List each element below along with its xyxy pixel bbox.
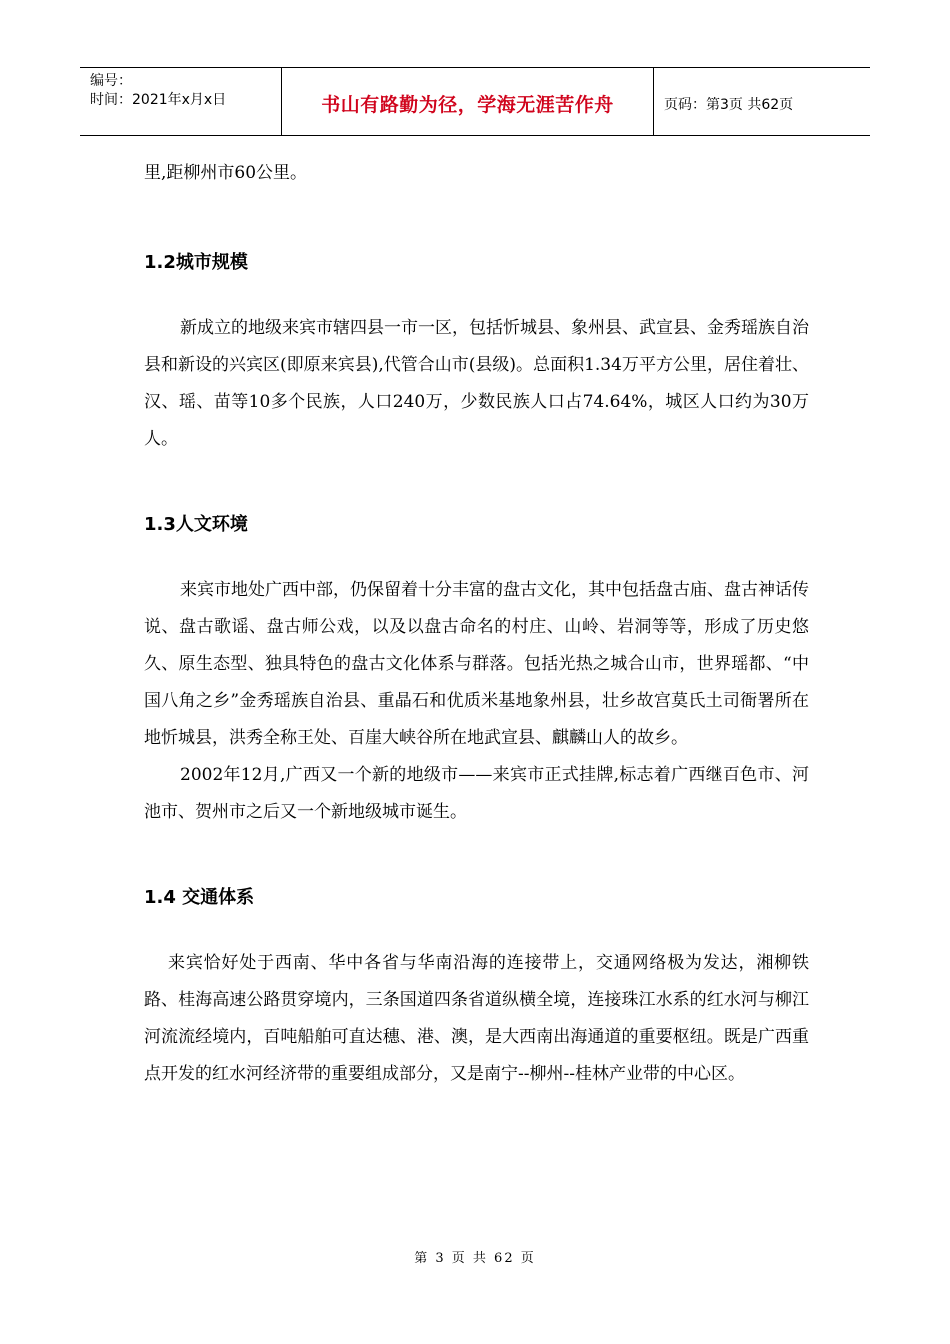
- document-body: [144, 155, 809, 1093]
- number-label: 编号：: [90, 73, 132, 89]
- time-label: 时间：2021年x月x日: [90, 92, 227, 108]
- paragraph-city-founding: 2002年12月,广西又一个新的地级市——来宾市正式挂牌,标志着广西继百色市、河池市、贺州市之后又一个新地级城市诞生。: [144, 765, 809, 822]
- paragraph-city-scale: 新成立的地级来宾市辖四县一市一区，包括忻城县、象州县、武宣县、金秀瑶族自治县和新设的兴宾区(即原来宾县),代管合山市(县级)。总面积1.34万平方公里，居住着壮、汉、瑶、苗等10多个民族，人口240万，少数民族人口占74.64%，城区人口约为30万人。: [144, 318, 809, 449]
- section-heading-1-2: 1.2城市规模: [144, 252, 248, 273]
- document-header: [80, 67, 870, 136]
- section-heading-1-3: 1.3人文环境: [144, 514, 248, 535]
- paragraph-continued: 里,距柳州市60公里。: [144, 163, 308, 183]
- paragraph-transport: 来宾恰好处于西南、华中各省与华南沿海的连接带上，交通网络极为发达，湘柳铁路、桂海高速公路贯穿境内，三条国道四条省道纵横全境，连接珠江水系的红水河与柳江河流流经境内，百吨船舶可直达穗、港、澳，是大西南出海通道的重要枢纽。既是广西重点开发的红水河经济带的重要组成部分，又是南宁--柳州--桂林产业带的中心区。: [144, 953, 809, 1084]
- header-page-info: 页码：第3页 共62页: [664, 96, 794, 113]
- paragraph-culture: 来宾市地处广西中部，仍保留着十分丰富的盘古文化，其中包括盘古庙、盘古神话传说、盘古歌谣、盘古师公戏，以及以盘古命名的村庄、山岭、岩洞等等，形成了历史悠久、原生态型、独具特色的盘古文化体系与群落。包括光热之城合山市，世界瑶都、“中国八角之乡”金秀瑶族自治县、重晶石和优质米基地象州县，壮乡故宫莫氏土司衙署所在地忻城县，洪秀全称王处、百崖大峡谷所在地武宣县、麒麟山人的故乡。: [144, 580, 809, 748]
- header-meta: [80, 68, 282, 135]
- page-footer: 第 3 页 共 62 页: [414, 1251, 536, 1266]
- section-heading-1-4: 1.4 交通体系: [144, 887, 255, 908]
- header-motto: 书山有路勤为径，学海无涯苦作舟: [282, 68, 654, 135]
